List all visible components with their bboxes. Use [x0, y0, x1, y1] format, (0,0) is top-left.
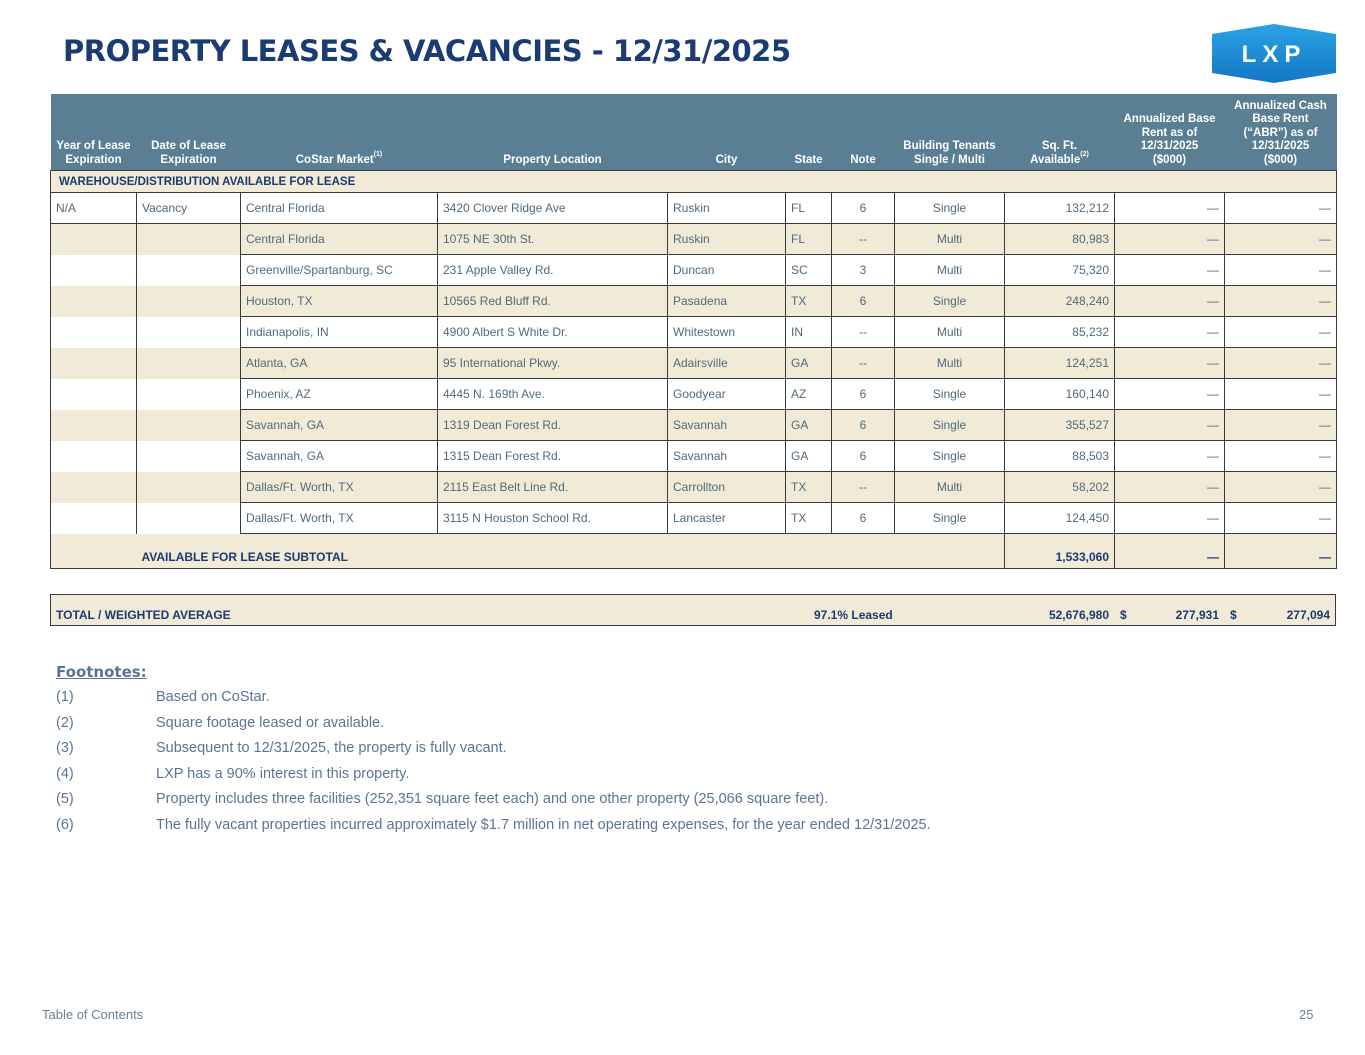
cell-market: Central Florida	[241, 193, 438, 224]
cell-sqft: 355,527	[1005, 410, 1115, 441]
cell-year: N/A	[51, 193, 137, 224]
cell-cash: —	[1225, 472, 1337, 503]
col-header-cash-abr: Annualized Cash Base Rent (“ABR”) as of 12/31/2025 ($000)	[1225, 94, 1337, 171]
cell-year	[51, 348, 137, 379]
cell-tenants: Multi	[895, 255, 1005, 286]
col-header-tenants: Building Tenants Single / Multi	[895, 94, 1005, 171]
total-label: TOTAL / WEIGHTED AVERAGE	[56, 608, 231, 622]
cell-market: Phoenix, AZ	[241, 379, 438, 410]
cell-sqft: 88,503	[1005, 441, 1115, 472]
total-cash: 277,094	[1286, 608, 1330, 622]
cell-state: FL	[786, 193, 832, 224]
footnote-number: (6)	[56, 816, 74, 833]
footnote-number: (1)	[56, 689, 74, 705]
footnote-number: (5)	[56, 791, 74, 807]
cell-date	[137, 379, 241, 410]
footnote-number: (2)	[56, 714, 74, 731]
cell-year	[51, 472, 137, 503]
table-row	[51, 503, 1337, 534]
total-sqft: 52,676,980	[1048, 608, 1109, 622]
cell-sqft: 132,212	[1005, 193, 1115, 224]
cell-sqft: 248,240	[1005, 286, 1115, 317]
col-header-date: Date of Lease Expiration	[137, 94, 241, 171]
cell-location: 1315 Dean Forest Rd.	[438, 441, 668, 472]
cell-state: TX	[786, 472, 832, 503]
col-header-market: CoStar Market$^{(1)}$	[241, 94, 438, 171]
cell-city: Lancaster	[668, 503, 786, 534]
cell-cash: —	[1225, 379, 1337, 410]
cell-note: --	[832, 317, 895, 348]
footnote-number: (3)	[56, 740, 74, 756]
table-row	[51, 441, 1337, 472]
cell-year	[51, 410, 137, 441]
cell-location: 95 International Pkwy.	[438, 348, 668, 379]
cell-note: 6	[832, 193, 895, 224]
cell-note: 6	[832, 503, 895, 534]
cell-note: 6	[832, 441, 895, 472]
table-row	[51, 224, 1337, 255]
cell-state: GA	[786, 410, 832, 441]
cell-cash: —	[1225, 348, 1337, 379]
footnote-item	[56, 817, 931, 833]
cell-location: 4900 Albert S White Dr.	[438, 317, 668, 348]
cell-sqft: 124,450	[1005, 503, 1115, 534]
footnote-text: Subsequent to 12/31/2025, the property is fully vacant.	[156, 740, 507, 756]
cell-year	[51, 441, 137, 472]
lxp-logo	[1212, 24, 1336, 83]
footnote-item	[56, 689, 270, 705]
cell-city: Ruskin	[668, 193, 786, 224]
cell-sqft: 75,320	[1005, 255, 1115, 286]
cell-abr: —	[1115, 472, 1225, 503]
table-of-contents-link[interactable]: Table of Contents	[42, 1007, 144, 1022]
vacancies-table	[50, 94, 1337, 569]
cell-city: Carrollton	[668, 472, 786, 503]
subtotal-spacer	[51, 534, 137, 569]
cell-note: --	[832, 348, 895, 379]
footnote-text: Based on CoStar.	[156, 689, 270, 705]
cell-date	[137, 317, 241, 348]
cell-cash: —	[1225, 255, 1337, 286]
footnote-text: LXP has a 90% interest in this property.	[156, 765, 410, 782]
cell-year	[51, 379, 137, 410]
cell-market: Dallas/Ft. Worth, TX	[241, 472, 438, 503]
cell-year	[51, 224, 137, 255]
total-row	[50, 594, 1336, 626]
section-title: WAREHOUSE/DISTRIBUTION AVAILABLE FOR LEASE	[51, 171, 1337, 193]
cell-state: SC	[786, 255, 832, 286]
cell-abr: —	[1115, 379, 1225, 410]
cell-note: 6	[832, 410, 895, 441]
total-abr: 277,931	[1175, 608, 1219, 622]
cell-date	[137, 224, 241, 255]
footnotes-heading: Footnotes:	[56, 663, 147, 681]
cell-note: --	[832, 224, 895, 255]
cell-state: AZ	[786, 379, 832, 410]
cell-date: Vacancy	[137, 193, 241, 224]
cell-state: GA	[786, 348, 832, 379]
cell-market: Houston, TX	[241, 286, 438, 317]
col-header-note: Note	[832, 94, 895, 171]
cell-date	[137, 286, 241, 317]
cell-cash: —	[1225, 441, 1337, 472]
total-leased: 97.1% Leased	[814, 608, 893, 622]
cell-year	[51, 317, 137, 348]
cell-year	[51, 286, 137, 317]
cell-date	[137, 441, 241, 472]
cell-location: 3420 Clover Ridge Ave	[438, 193, 668, 224]
cell-market: Atlanta, GA	[241, 348, 438, 379]
cell-tenants: Single	[895, 286, 1005, 317]
cell-abr: —	[1115, 410, 1225, 441]
total-cash-dollar: $	[1230, 608, 1237, 622]
page-title: PROPERTY LEASES & VACANCIES - 12/31/2025	[63, 34, 791, 68]
cell-location: 1075 NE 30th St.	[438, 224, 668, 255]
cell-city: Adairsville	[668, 348, 786, 379]
col-header-state: State	[786, 94, 832, 171]
cell-market: Greenville/Spartanburg, SC	[241, 255, 438, 286]
cell-city: Ruskin	[668, 224, 786, 255]
cell-date	[137, 255, 241, 286]
cell-tenants: Single	[895, 193, 1005, 224]
cell-city: Pasadena	[668, 286, 786, 317]
cell-sqft: 85,232	[1005, 317, 1115, 348]
cell-location: 2115 East Belt Line Rd.	[438, 472, 668, 503]
cell-location: 3115 N Houston School Rd.	[438, 503, 668, 534]
subtotal-sqft: 1,533,060	[1005, 534, 1115, 569]
cell-state: TX	[786, 286, 832, 317]
cell-date	[137, 410, 241, 441]
col-header-sqft: Sq. Ft. Available$^{(2)}$	[1005, 94, 1115, 171]
page-number: 25	[1299, 1007, 1314, 1022]
footnote-item	[56, 791, 828, 807]
cell-sqft: 160,140	[1005, 379, 1115, 410]
cell-sqft: 58,202	[1005, 472, 1115, 503]
footnote-text: Property includes three facilities (252,351 square feet each) and one other property (25,066 square feet).	[156, 791, 829, 807]
cell-note: 6	[832, 379, 895, 410]
table-row	[51, 193, 1337, 224]
cell-cash: —	[1225, 286, 1337, 317]
table-row	[51, 255, 1337, 286]
section-header-row	[51, 171, 1337, 193]
col-header-year: Year of Lease Expiration	[51, 94, 137, 171]
cell-sqft: 124,251	[1005, 348, 1115, 379]
cell-tenants: Multi	[895, 348, 1005, 379]
cell-abr: —	[1115, 503, 1225, 534]
cell-abr: —	[1115, 317, 1225, 348]
cell-date	[137, 503, 241, 534]
cell-abr: —	[1115, 286, 1225, 317]
cell-location: 10565 Red Bluff Rd.	[438, 286, 668, 317]
cell-location: 1319 Dean Forest Rd.	[438, 410, 668, 441]
table-row	[51, 472, 1337, 503]
subtotal-abr: —	[1115, 534, 1225, 569]
subtotal-row	[51, 534, 1337, 569]
col-header-abr: Annualized Base Rent as of 12/31/2025 ($000)	[1115, 94, 1225, 171]
cell-tenants: Multi	[895, 317, 1005, 348]
col-header-city: City	[668, 94, 786, 171]
footnote-text: Square footage leased or available.	[156, 714, 385, 731]
cell-abr: —	[1115, 441, 1225, 472]
footnote-item	[56, 715, 384, 731]
cell-tenants: Single	[895, 410, 1005, 441]
cell-state: FL	[786, 224, 832, 255]
table-row	[51, 286, 1337, 317]
cell-note: 3	[832, 255, 895, 286]
subtotal-cash: —	[1225, 534, 1337, 569]
cell-abr: —	[1115, 255, 1225, 286]
cell-cash: —	[1225, 410, 1337, 441]
cell-city: Savannah	[668, 441, 786, 472]
cell-abr: —	[1115, 224, 1225, 255]
cell-state: GA	[786, 441, 832, 472]
cell-state: TX	[786, 503, 832, 534]
cell-cash: —	[1225, 317, 1337, 348]
footnote-item	[56, 740, 507, 756]
col-header-location: Property Location	[438, 94, 668, 171]
cell-sqft: 80,983	[1005, 224, 1115, 255]
logo-text: LXP	[1241, 41, 1307, 68]
cell-city: Goodyear	[668, 379, 786, 410]
cell-year	[51, 255, 137, 286]
cell-market: Savannah, GA	[241, 441, 438, 472]
cell-tenants: Single	[895, 441, 1005, 472]
table-row	[51, 379, 1337, 410]
table-row	[51, 348, 1337, 379]
footnote-number: (4)	[56, 765, 74, 782]
cell-date	[137, 472, 241, 503]
cell-market: Savannah, GA	[241, 410, 438, 441]
cell-market: Central Florida	[241, 224, 438, 255]
cell-state: IN	[786, 317, 832, 348]
cell-location: 231 Apple Valley Rd.	[438, 255, 668, 286]
cell-location: 4445 N. 169th Ave.	[438, 379, 668, 410]
cell-tenants: Single	[895, 503, 1005, 534]
footnote-text: The fully vacant properties incurred approximately $1.7 million in net operating expenses, for the year ended 12/31/2025.	[156, 816, 931, 833]
total-abr-dollar: $	[1120, 608, 1127, 622]
table-row	[51, 410, 1337, 441]
cell-abr: —	[1115, 348, 1225, 379]
cell-market: Dallas/Ft. Worth, TX	[241, 503, 438, 534]
cell-note: --	[832, 472, 895, 503]
cell-cash: —	[1225, 503, 1337, 534]
cell-tenants: Multi	[895, 224, 1005, 255]
cell-cash: —	[1225, 193, 1337, 224]
table-row	[51, 317, 1337, 348]
subtotal-label: AVAILABLE FOR LEASE SUBTOTAL	[137, 534, 1005, 569]
cell-city: Whitestown	[668, 317, 786, 348]
cell-note: 6	[832, 286, 895, 317]
cell-tenants: Multi	[895, 472, 1005, 503]
cell-city: Duncan	[668, 255, 786, 286]
cell-year	[51, 503, 137, 534]
footnote-item	[56, 766, 409, 782]
cell-cash: —	[1225, 224, 1337, 255]
cell-city: Savannah	[668, 410, 786, 441]
cell-date	[137, 348, 241, 379]
table-header-row	[51, 94, 1337, 171]
cell-abr: —	[1115, 193, 1225, 224]
cell-market: Indianapolis, IN	[241, 317, 438, 348]
cell-tenants: Single	[895, 379, 1005, 410]
